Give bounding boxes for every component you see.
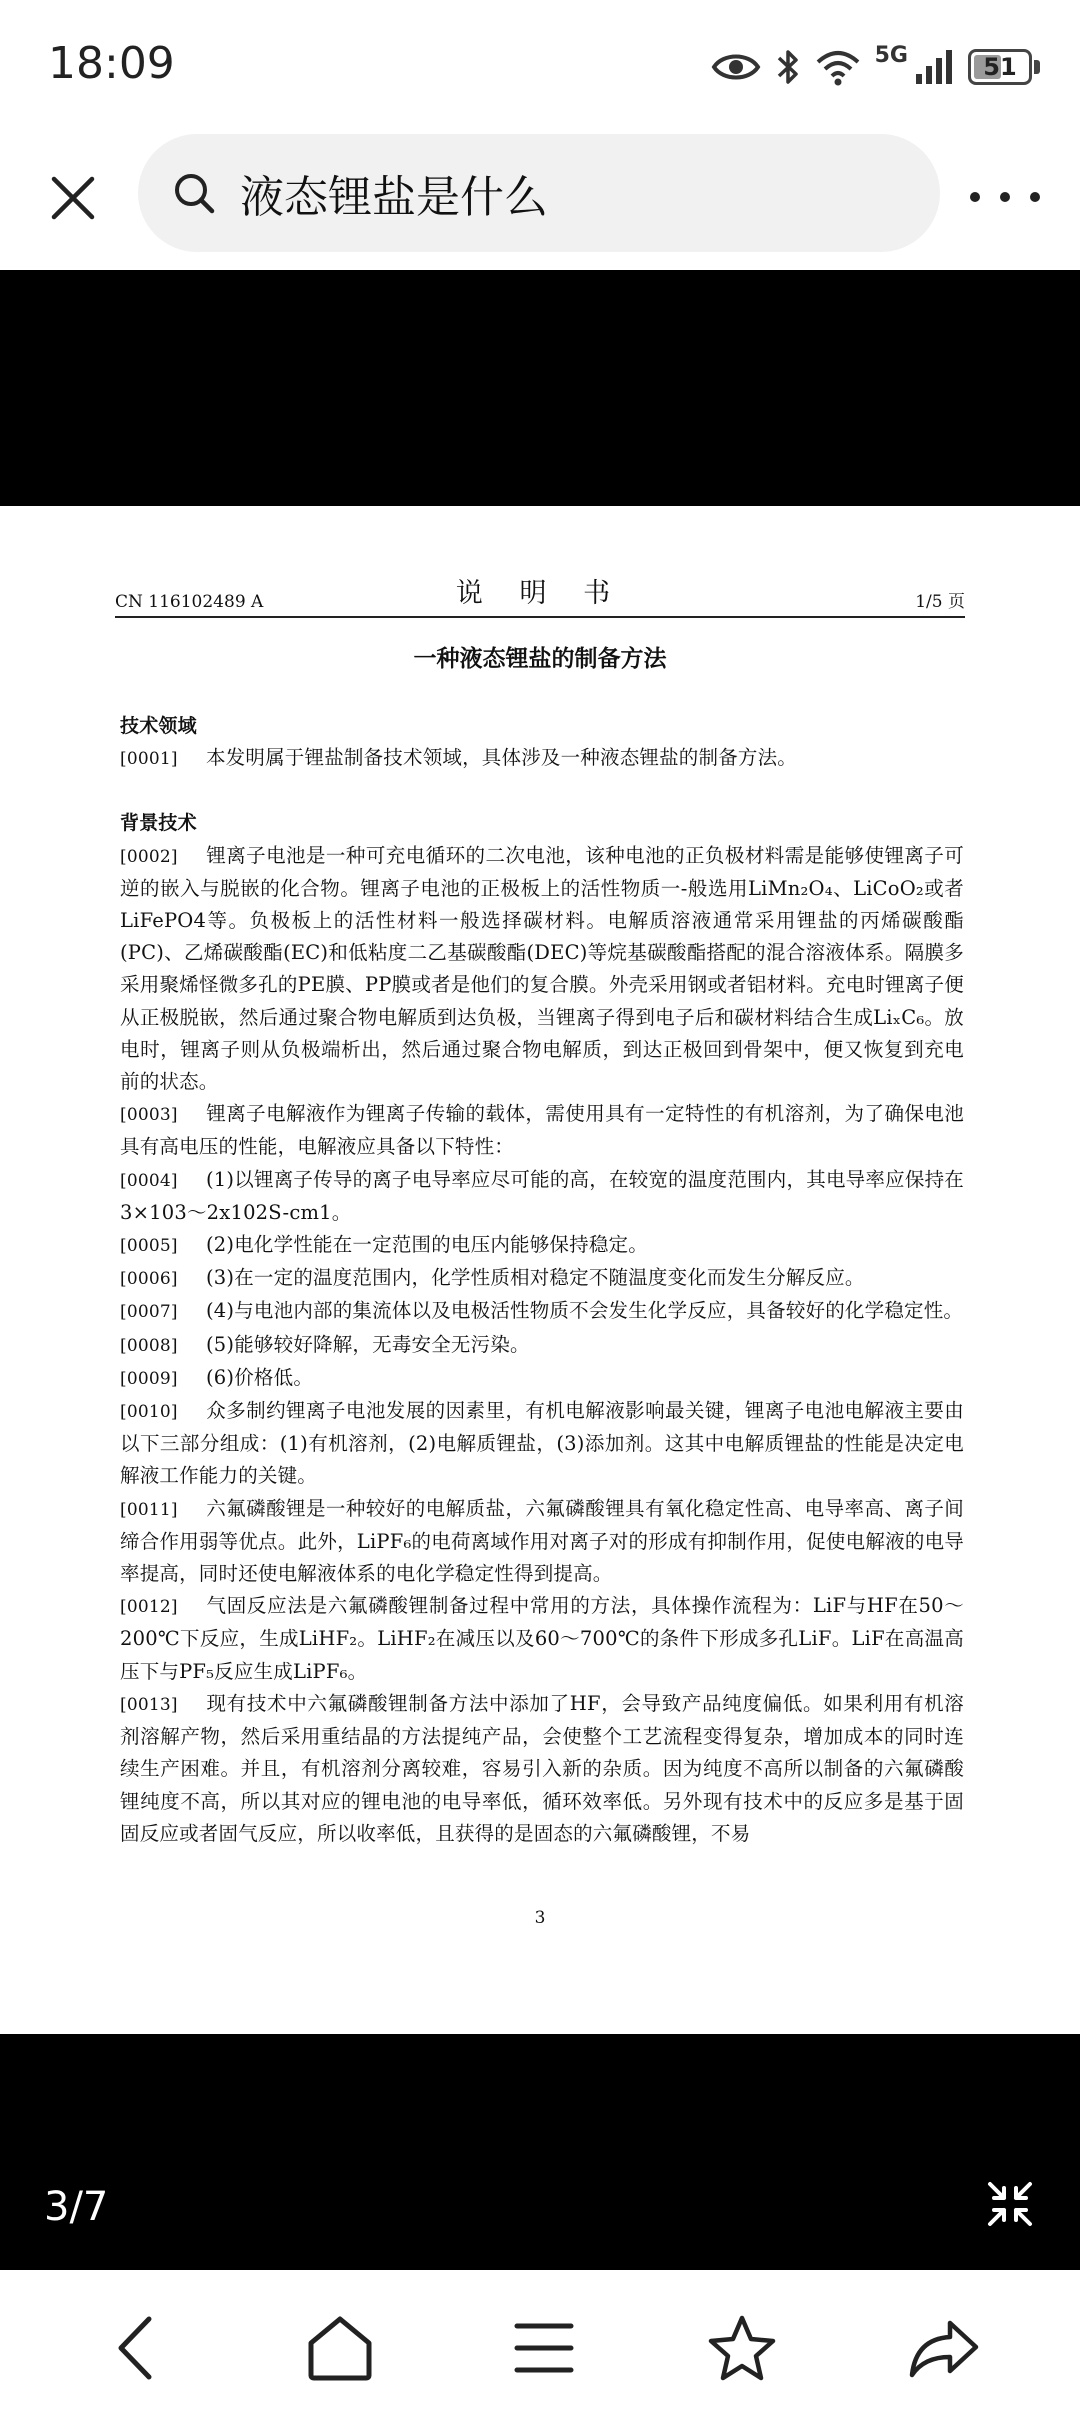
paragraph-text: 六氟磷酸锂是一种较好的电解质盐，六氟磷酸锂具有氧化稳定性高、电导率高、离子间缔合作用弱等优点。此外，LiPF₆的电荷离域作用对离子对的形成有抑制作用，促使电解液的电导率提高，同时还使电解液体系的电化学稳定性得到提高。 [120, 1496, 964, 1586]
eye-icon [711, 50, 761, 84]
paragraph-text: 本发明属于锂盐制备技术领域，具体涉及一种液态锂盐的制备方法。 [206, 746, 798, 770]
chevron-left-icon [111, 2313, 161, 2383]
paragraph-number: [0008] [120, 1335, 178, 1356]
bluetooth-icon [775, 47, 801, 87]
back-button[interactable] [96, 2308, 176, 2388]
paragraph-text: (2)电化学性能在一定范围的电压内能够保持稳定。 [206, 1233, 648, 1257]
paragraph-number: [0005] [120, 1236, 178, 1257]
paragraph-number: [0009] [120, 1368, 178, 1389]
paragraph [120, 1329, 964, 1362]
document-page-count: 1/5 页 [915, 592, 965, 612]
network-type-label: 5G [874, 42, 908, 68]
paragraph [120, 1590, 964, 1688]
document-page[interactable] [0, 506, 1080, 2034]
status-icons [711, 42, 1040, 92]
paragraph [120, 1295, 964, 1328]
paragraph-number: [0001] [120, 749, 178, 770]
paragraph [120, 1229, 964, 1262]
heading-background: 背景技术 [120, 812, 197, 835]
section-gap [120, 775, 964, 807]
battery-icon [968, 49, 1040, 85]
share-arrow-icon [908, 2317, 980, 2379]
paragraph-text: 气固反应法是六氟磷酸锂制备过程中常用的方法，具体操作流程为：LiF与HF在50～200℃下反应，生成LiHF₂。LiHF₂在减压以及60～700℃的条件下形成多孔LiF。LiF在高温高压下与PF₅反应生成LiPF₆。 [120, 1594, 964, 1683]
home-button[interactable] [300, 2308, 380, 2388]
menu-button[interactable] [504, 2308, 584, 2388]
paragraph-number: [0002] [120, 846, 178, 867]
star-icon [707, 2314, 777, 2382]
paragraph-text: 众多制约锂离子电池发展的因素里，有机电解液影响最关键，锂离子电池电解液主要由以下三部分组成：(1)有机溶剂，(2)电解质锂盐，(3)添加剂。这其中电解质锂盐的性能是决定电解液工作能力的关键。 [120, 1399, 964, 1488]
status-time: 18:09 [48, 38, 175, 89]
search-icon [172, 171, 216, 215]
close-icon [50, 175, 96, 221]
paragraph-number: [0012] [120, 1597, 178, 1618]
search-query: 液态锂盐是什么 [240, 172, 548, 223]
status-bar [0, 0, 1080, 130]
viewer-letterbox-top [0, 270, 1080, 506]
paragraph [120, 1362, 964, 1395]
paragraph-text: (6)价格低。 [206, 1365, 314, 1389]
paragraph [120, 742, 964, 775]
paragraph [120, 1493, 964, 1591]
more-options-button[interactable] [970, 172, 1040, 222]
exit-fullscreen-button[interactable] [986, 2180, 1034, 2228]
paragraph [120, 1098, 964, 1163]
collapse-arrows-icon [986, 2180, 1034, 2228]
paragraph-number: [0007] [120, 1302, 178, 1323]
more-dot-icon [1000, 192, 1010, 202]
battery-body [968, 49, 1032, 85]
share-button[interactable] [904, 2308, 984, 2388]
paragraph-number: [0006] [120, 1269, 178, 1290]
paragraph-number: [0003] [120, 1105, 178, 1126]
battery-percent: 51 [983, 53, 1017, 81]
close-button[interactable] [40, 165, 106, 231]
paragraph-text: (1)以锂离子传导的离子电导率应尽可能的高，在较宽的温度范围内，其电导率应保持在3×103～2x102S-cm1。 [120, 1167, 964, 1224]
paragraph [120, 1688, 964, 1850]
paragraph [120, 1395, 964, 1493]
viewer-letterbox-bottom [0, 2034, 1080, 2270]
top-bar [0, 130, 1080, 270]
document-title: 一种液态锂盐的制备方法 [413, 646, 667, 672]
signal-icon [914, 48, 954, 86]
paragraph [120, 1262, 964, 1295]
heading-field: 技术领域 [120, 715, 197, 737]
paragraph-number: [0004] [120, 1170, 178, 1191]
document-header [115, 566, 965, 618]
home-icon [305, 2315, 375, 2381]
paragraph-number: [0013] [120, 1694, 178, 1715]
section-title: 说 明 书 [455, 578, 625, 609]
paragraph [120, 840, 964, 1099]
paragraph-number: [0011] [120, 1499, 178, 1520]
paragraph-text: (3)在一定的温度范围内，化学性质相对稳定不随温度变化而发生分解反应。 [206, 1266, 865, 1290]
battery-tip [1034, 60, 1040, 74]
paragraph-text: 现有技术中六氟磷酸锂制备方法中添加了HF，会导致产品纯度偏低。如果利用有机溶剂溶解产物，然后采用重结晶的方法提纯产品，会使整个工艺流程变得复杂，增加成本的同时连续生产困难。并且，有机溶剂分离较难，容易引入新的杂质。因为纯度不高所以制备的六氟磷酸锂纯度不高，所以其对应的锂电池的电导率低，循环效率低。另外现有技术中的反应多是基于固固反应或者固气反应，所以收率低，且获得的是固态的六氟磷酸锂，不易 [120, 1691, 964, 1845]
paragraph [120, 1164, 964, 1229]
document-page-number: 3 [534, 1908, 546, 1928]
more-dot-icon [970, 192, 980, 202]
paragraph-text: (5)能够较好降解，无毒安全无污染。 [206, 1332, 530, 1356]
patent-number: CN 116102489 A [115, 592, 264, 612]
bottom-navigation [0, 2270, 1080, 2412]
document-body [120, 710, 964, 1850]
more-dot-icon [1030, 192, 1040, 202]
paragraph-number: [0010] [120, 1402, 178, 1423]
paragraph-text: 锂离子电池是一种可充电循环的二次电池，该种电池的正负极材料需是能够使锂离子可逆的嵌入与脱嵌的化合物。锂离子电池的正极板上的活性物质一-般选用LiMn₂O₄、LiCoO₂或者LiFePO4等。负极板上的活性材料一般选择碳材料。电解质溶液通常采用锂盐的丙烯碳酸酯(PC)、乙烯碳酸酯(EC)和低粘度二乙基碳酸酯(DEC)等烷基碳酸酯搭配的混合溶液体系。隔膜多采用聚烯怪微多孔的PE膜、PP膜或者是他们的复合膜。外壳采用钢或者铝材料。充电时锂离子便从正极脱嵌，然后通过聚合物电解质到达负极，当锂离子得到电子后和碳材料结合生成LiₓC₆。放电时，锂离子则从负极端析出，然后通过聚合物电解质，到达正极回到骨架中，便又恢复到充电前的状态。 [120, 843, 964, 1094]
search-box[interactable] [138, 134, 940, 252]
favorite-button[interactable] [702, 2308, 782, 2388]
menu-icon [513, 2320, 575, 2376]
paragraph-text: 锂离子电解液作为锂离子传输的载体，需使用具有一定特性的有机溶剂，为了确保电池具有高电压的性能，电解液应具备以下特性： [120, 1102, 964, 1159]
wifi-icon [815, 48, 861, 86]
page-indicator: 3/7 [44, 2184, 109, 2230]
paragraph-text: (4)与电池内部的集流体以及电极活性物质不会发生化学反应，具备较好的化学稳定性。 [206, 1299, 964, 1323]
